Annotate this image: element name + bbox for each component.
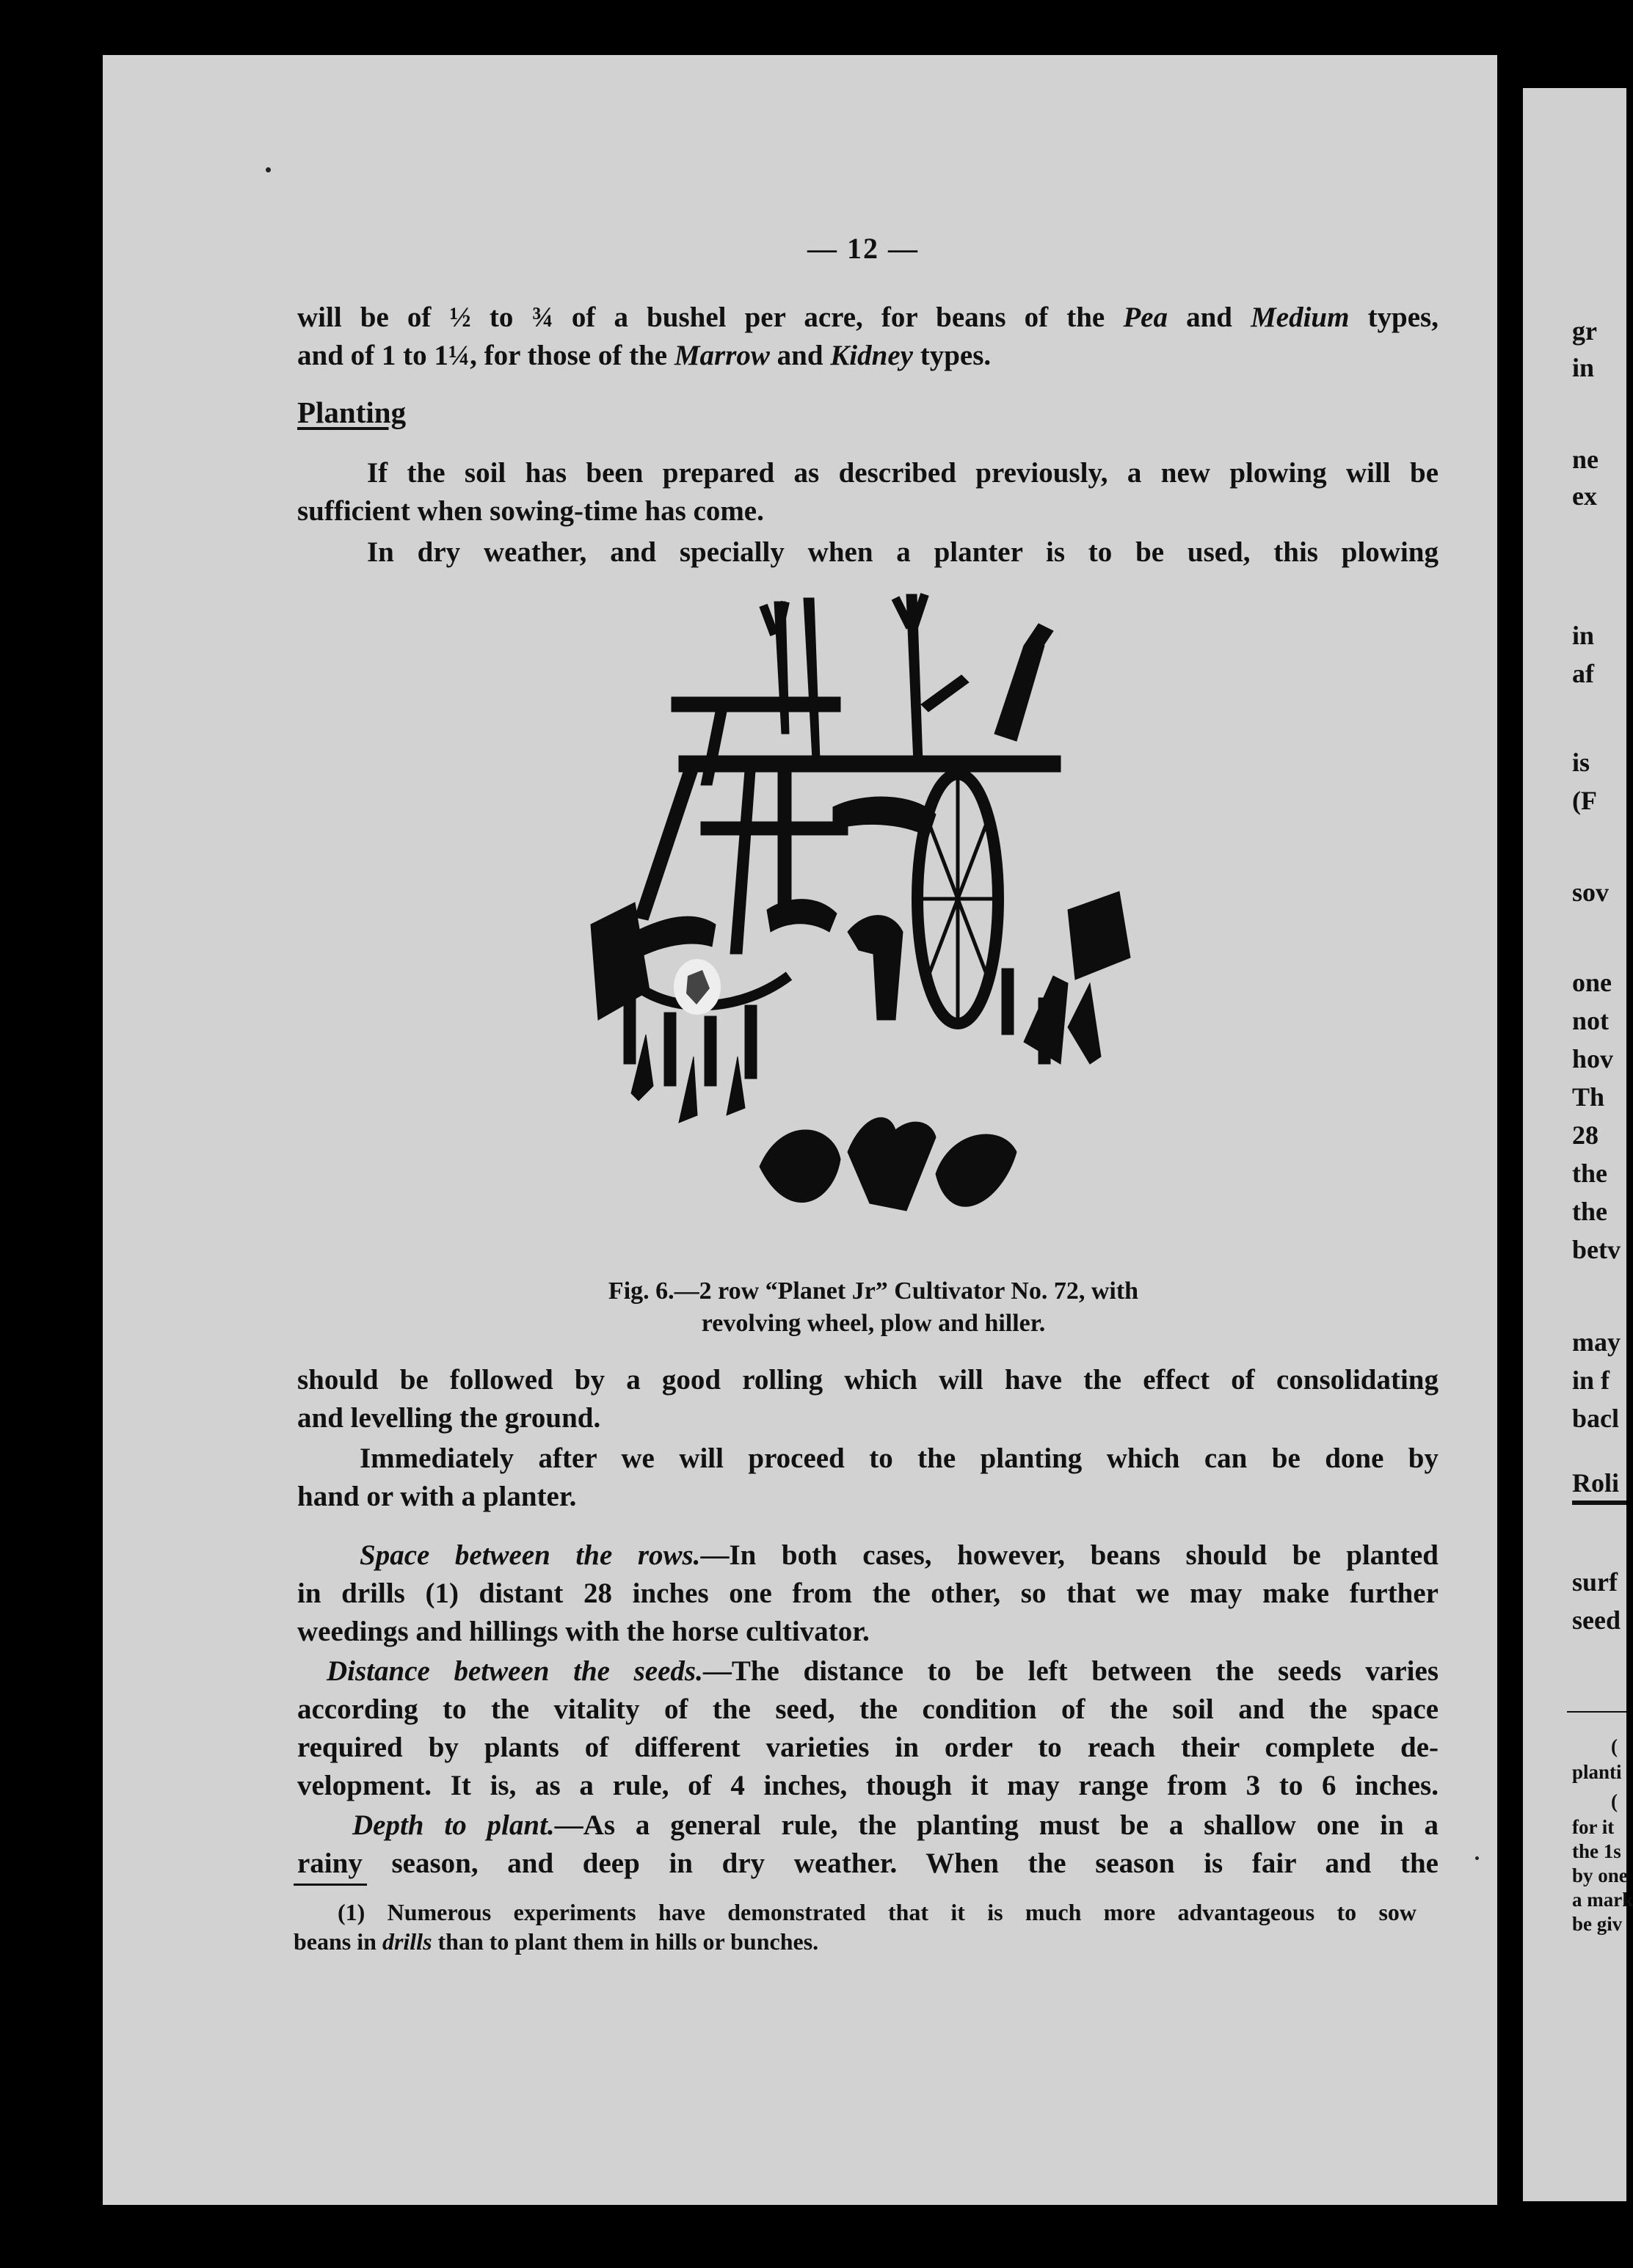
right-page-fragment: the	[1572, 1197, 1607, 1226]
paragraph-line: velopment. It is, as a rule, of 4 inches, though it may range from 3 to 6 inches.	[297, 1770, 1439, 1801]
paragraph-line: sufficient when sowing-time has come.	[297, 495, 764, 527]
intro-line-2: and of 1 to 1¼, for those of the Marrow and Kidney types.	[297, 340, 992, 371]
page-gutter	[1497, 0, 1523, 2268]
right-page-fragment: in	[1572, 621, 1595, 650]
paragraph-line: In dry weather, and specially when a planter is to be used, this plowing	[367, 536, 1439, 568]
paragraph-line: and levelling the ground.	[297, 1402, 601, 1434]
footnote: beans in drills than to plant them in hills or bunches.	[294, 1928, 819, 1955]
right-page-fragment: hov	[1572, 1044, 1614, 1073]
right-page-fragment: betv	[1572, 1235, 1621, 1264]
paragraph-line: in drills (1) distant 28 inches one from the other, so that we may make further	[297, 1578, 1439, 1609]
right-page-fragment: is	[1572, 748, 1590, 777]
right-page-fragment: gr	[1572, 316, 1597, 346]
footnote: (1) Numerous experiments have demonstrated that it is much more advantageous to sow	[338, 1899, 1416, 1925]
right-page-fragment: ex	[1572, 481, 1597, 511]
right-page-fragment: for it	[1572, 1816, 1615, 1838]
right-page-fragment: (	[1611, 1735, 1618, 1757]
right-page-fragment: in	[1572, 353, 1595, 382]
right-page-fragment: ne	[1572, 445, 1599, 474]
paragraph-line: required by plants of different varieties in order to reach their complete de-	[297, 1732, 1439, 1763]
right-page-fragment: the 1s	[1572, 1840, 1621, 1862]
right-page-fragment: af	[1572, 659, 1594, 688]
right-page-fragment: may	[1572, 1327, 1621, 1357]
right-page-fragment: not	[1572, 1006, 1610, 1035]
right-page-fragment: (	[1611, 1790, 1618, 1812]
paragraph-line: should be followed by a good rolling which will have the effect of consolidating	[297, 1364, 1439, 1396]
right-page-fragment: the	[1572, 1159, 1607, 1188]
paragraph-line: rainy season, and deep in dry weather. When the season is fair and the	[297, 1848, 1439, 1879]
right-page-fragment: surf	[1572, 1567, 1618, 1597]
right-page-fragment: Roli	[1572, 1468, 1620, 1498]
right-page-fragment: 28	[1572, 1120, 1599, 1150]
paragraph-line: hand or with a planter.	[297, 1481, 577, 1512]
paragraph-line: Depth to plant.—As a general rule, the planting must be a shallow one in a	[352, 1809, 1439, 1841]
right-page-footnote-rule	[1567, 1711, 1626, 1713]
paragraph-line: Immediately after we will proceed to the planting which can be done by	[360, 1443, 1439, 1474]
right-page-fragment: a mark	[1572, 1889, 1633, 1911]
footnote-rule	[294, 1884, 367, 1886]
right-page-fragment: in f	[1572, 1365, 1610, 1395]
right-page-fragment: sov	[1572, 878, 1610, 907]
right-page-heading-rule	[1572, 1501, 1626, 1505]
right-page-fragment: one	[1572, 968, 1612, 997]
paragraph-line: If the soil has been prepared as described previously, a new plowing will be	[367, 457, 1439, 489]
speck	[1475, 1856, 1479, 1860]
paragraph-line: weedings and hillings with the horse cultivator.	[297, 1616, 870, 1647]
speck	[266, 167, 271, 172]
page-number: — 12 —	[807, 232, 919, 265]
cultivator-illustration	[525, 587, 1222, 1262]
paragraph-line: according to the vitality of the seed, the condition of the soil and the space	[297, 1693, 1439, 1725]
right-page-fragment: seed	[1572, 1605, 1621, 1635]
section-heading-planting: Planting	[297, 395, 407, 429]
right-page-fragment: be giv	[1572, 1913, 1623, 1935]
right-page-fragment: bacl	[1572, 1404, 1620, 1433]
paragraph-line: Space between the rows.—In both cases, however, beans should be planted	[360, 1539, 1439, 1571]
figure-caption: Fig. 6.—2 row “Planet Jr” Cultivator No. 72, with revolving wheel, plow and hiller.	[608, 1277, 1139, 1337]
right-page-fragment: Th	[1572, 1082, 1605, 1112]
paragraph-line: Distance between the seeds.—The distance to be left between the seeds varies	[327, 1655, 1439, 1687]
right-page-fragment: (F	[1572, 786, 1597, 815]
intro-line-1: will be of ½ to ¾ of a bushel per acre, for beans of the Pea and Medium types,	[297, 302, 1439, 333]
right-page-fragment: by one	[1572, 1864, 1628, 1886]
right-page-fragment: planti	[1572, 1761, 1622, 1783]
